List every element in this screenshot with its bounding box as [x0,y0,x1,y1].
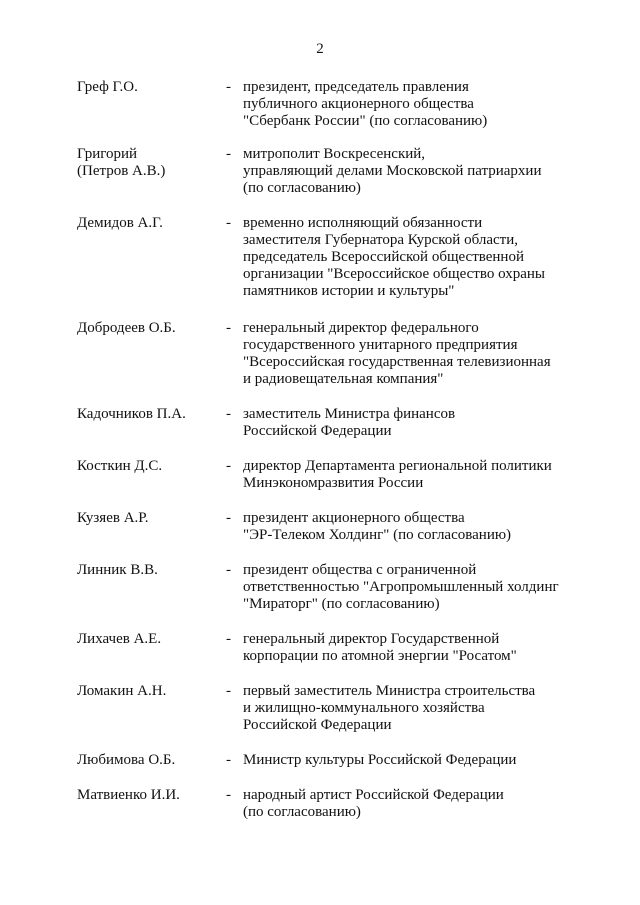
member-name: Кадочников П.А. [77,406,186,422]
member-position: заместитель Министра финансов Российской Федерации [243,406,456,439]
member-name: Добродеев О.Б. [77,320,176,336]
dash-separator: - [226,683,231,699]
dash-separator: - [226,146,231,162]
dash-separator: - [226,215,231,231]
member-name: Линник В.В. [77,562,158,578]
member-position: первый заместитель Министра строительства и жилищно-коммунального хозяйства Российской Федерации [243,683,536,733]
page-number: 2 [316,41,324,57]
member-name: Ломакин А.Н. [77,683,167,699]
member-name: Матвиенко И.И. [77,787,180,803]
member-name: Кузяев А.Р. [77,510,149,526]
member-name: Греф Г.О. [77,79,138,95]
member-position: временно исполняющий обязанности заместителя Губернатора Курской области, председатель Всероссийской общественной организации "Всероссийское общество охраны памятников истории и культуры" [243,215,545,299]
dash-separator: - [226,562,231,578]
member-name: Косткин Д.С. [77,458,163,474]
dash-separator: - [226,510,231,526]
member-name: Григорий (Петров А.В.) [77,146,166,179]
dash-separator: - [226,752,231,768]
member-name: Любимова О.Б. [77,752,176,768]
member-position: генеральный директор Государственной корпорации по атомной энергии "Росатом" [243,631,517,664]
member-name: Демидов А.Г. [77,215,163,231]
member-position: народный артист Российской Федерации (по согласованию) [243,787,504,820]
dash-separator: - [226,79,231,95]
member-position: директор Департамента региональной политики Минэкономразвития России [243,458,552,491]
member-name: Лихачев А.Е. [77,631,162,647]
dash-separator: - [226,787,231,803]
member-position: президент общества с ограниченной ответственностью "Агропромышленный холдинг "Мираторг" (по согласованию) [243,562,559,612]
dash-separator: - [226,631,231,647]
dash-separator: - [226,406,231,422]
member-position: президент, председатель правления публичного акционерного общества "Сбербанк России" (по согласованию) [243,79,488,129]
member-position: Министр культуры Российской Федерации [243,752,517,768]
dash-separator: - [226,320,231,336]
member-position: генеральный директор федерального государственного унитарного предприятия "Всероссийская государственная телевизионная и радиовещательная компания" [243,320,551,387]
member-position: президент акционерного общества "ЭР-Телеком Холдинг" (по согласованию) [243,510,512,543]
member-position: митрополит Воскресенский, управляющий делами Московской патриархии (по согласованию) [243,146,542,196]
dash-separator: - [226,458,231,474]
